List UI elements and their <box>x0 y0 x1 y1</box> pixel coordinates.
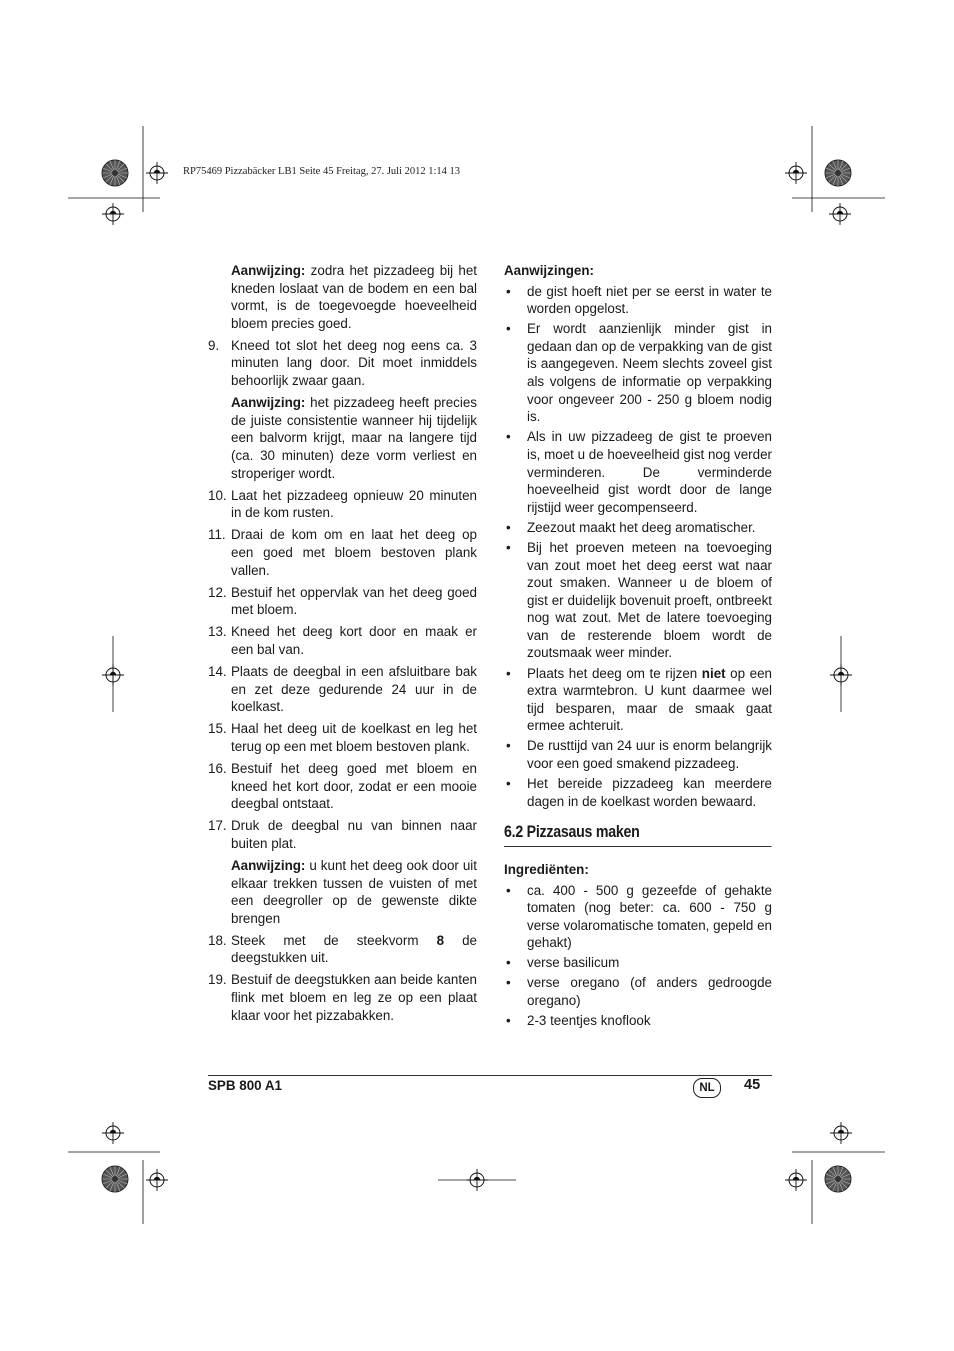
note <box>231 262 477 332</box>
step-list <box>208 487 477 853</box>
footer-rule <box>208 1075 772 1076</box>
step-list <box>208 337 477 390</box>
hint-item: • Als in uw pizzadeeg de gist te proeven is, moet u de hoeveelheid gist nog verder verminderen. De verminderde hoeveelheid gist wordt door de lange rijstijd weer gecompenseerd. <box>506 429 772 515</box>
registration-mark <box>785 1169 807 1191</box>
hints-list <box>504 283 772 811</box>
section-title: 6.2 Pizzasaus maken <box>504 824 771 847</box>
step-19: 19. Bestuif de deegstukken aan beide kanten flink met bloem en leg ze op een plaat klaar voor het pizzabakken. <box>208 972 477 1023</box>
right-column <box>504 262 772 1030</box>
hint-item: • Zeezout maakt het deeg aromatischer. <box>506 519 756 535</box>
hint-item: • de gist hoeft niet per se eerst in water te worden opgelost. <box>506 283 772 317</box>
left-column <box>208 262 477 1024</box>
note-label: Aanwijzing: <box>231 857 306 873</box>
note-label: Aanwijzing: <box>231 263 306 278</box>
step-14: 14. Plaats de deegbal in een afsluitbare bak en zet deze gedurende 24 uur in de koelkast. <box>208 663 477 715</box>
hint-item: • Plaats het deeg om te rijzen niet op een extra warmtebron. U kunt daarmee wel tijd besparen, maar de smaak gaat ermee achteruit. <box>506 665 772 734</box>
ingredient-item: • ca. 400 - 500 g gezeefde of gehakte tomaten (nog beter: ca. 600 - 750 g verse volaromatische tomaten, gepeld en gehakt) <box>506 882 772 951</box>
step-15: 15. Haal het deeg uit de koelkast en leg het terug op een met bloem bestoven plank. <box>208 721 477 754</box>
hint-item: • De rusttijd van 24 uur is enorm belangrijk voor een goed smakend pizzadeeg. <box>506 738 772 772</box>
step-16: 16. Bestuif het deeg goed met bloem en kneed het kort door, zodat er een mooie deegbal ontstaat. <box>208 760 477 812</box>
hint-item: • Het bereide pizzadeeg kan meerdere dagen in de koelkast worden bewaard. <box>506 776 772 809</box>
ingredient-item: • verse basilicum <box>506 955 620 971</box>
registration-mark <box>146 162 168 184</box>
note <box>231 857 477 927</box>
registration-mark <box>102 1122 124 1144</box>
starburst-mark <box>102 1166 128 1192</box>
registration-mark <box>785 162 807 184</box>
step-18: 18. Steek met de steekvorm 8 de deegstukken uit. <box>208 932 477 966</box>
part-reference: 8 <box>436 932 445 948</box>
ingredients-label: Ingrediënten: <box>504 861 589 877</box>
starburst-mark <box>825 1166 851 1192</box>
registration-mark <box>146 1169 168 1191</box>
ingredient-item: • 2-3 teentjes knoflook <box>506 1013 651 1029</box>
hint-item: • Bij het proeven meteen na toevoeging van zout moet het deeg eerst wat naar zout smaken. Wanneer u de bloem of gist er duidelijk bovenuit proeft, ontbreekt nog wat zout. Met de latere toevoeging van de resterende bloem wordt de zoutsmaak weer minder. <box>506 539 772 661</box>
ingredient-item: • verse oregano (of anders gedroogde oregano) <box>506 975 772 1009</box>
registration-mark <box>830 1122 852 1144</box>
step-10: 10. Laat het pizzadeeg opnieuw 20 minuten in de kom rusten. <box>208 487 477 521</box>
note-text: het pizzadeeg heeft precies de juiste consistentie wanneer hij tijdelijk een balvorm krijgt, maar na langere tijd (ca. 30 minuten) deze vorm verliest en stroperiger wordt. <box>231 395 477 481</box>
step-9: 9. Kneed tot slot het deeg nog eens ca. 3 minuten lang door. Dit moet inmiddels behoorlijk zwaar gaan. <box>208 337 477 389</box>
ingredients-list <box>504 882 772 1030</box>
step-list <box>208 932 477 1024</box>
starburst-mark <box>102 160 128 186</box>
step-17: 17. Druk de deegbal nu van binnen naar buiten plat. <box>208 818 477 851</box>
note-text: zodra het pizzadeeg bij het kneden loslaat van de bodem en een bal vormt, is de toegevoegde hoeveelheid bloem precies goed. <box>231 263 477 331</box>
note <box>231 394 477 482</box>
step-13: 13. Kneed het deeg kort door en maak er een bal van. <box>208 624 477 657</box>
step-11: 11. Draai de kom om en laat het deeg op een goed met bloem bestoven plank vallen. <box>208 527 477 578</box>
hints-label: Aanwijzingen: <box>504 263 595 278</box>
model-number: SPB 800 A1 <box>208 1078 282 1093</box>
starburst-mark <box>825 160 851 186</box>
hint-item: • Er wordt aanzienlijk minder gist in gedaan dan op de verpakking van de gist is aangegeven. Neem slechts zoveel gist als volgens de informatie op verpakking voor ongeveer 200 - 250 g bloem nodig is. <box>506 321 772 425</box>
note-label: Aanwijzing: <box>231 395 306 411</box>
print-info: RP75469 Pizzabäcker LB1 Seite 45 Freitag, 27. Juli 2012 1:14 13 <box>183 166 461 177</box>
note-text: u kunt het deeg ook door uit elkaar trekken tussen de vuisten of met een deegroller op de gewenste dikte brengen <box>231 857 477 926</box>
page-number: 45 <box>744 1077 761 1093</box>
registration-mark <box>829 203 851 225</box>
step-12: 12. Bestuif het oppervlak van het deeg goed met bloem. <box>208 584 477 618</box>
language-badge: NL <box>693 1078 721 1098</box>
registration-mark <box>102 203 124 225</box>
